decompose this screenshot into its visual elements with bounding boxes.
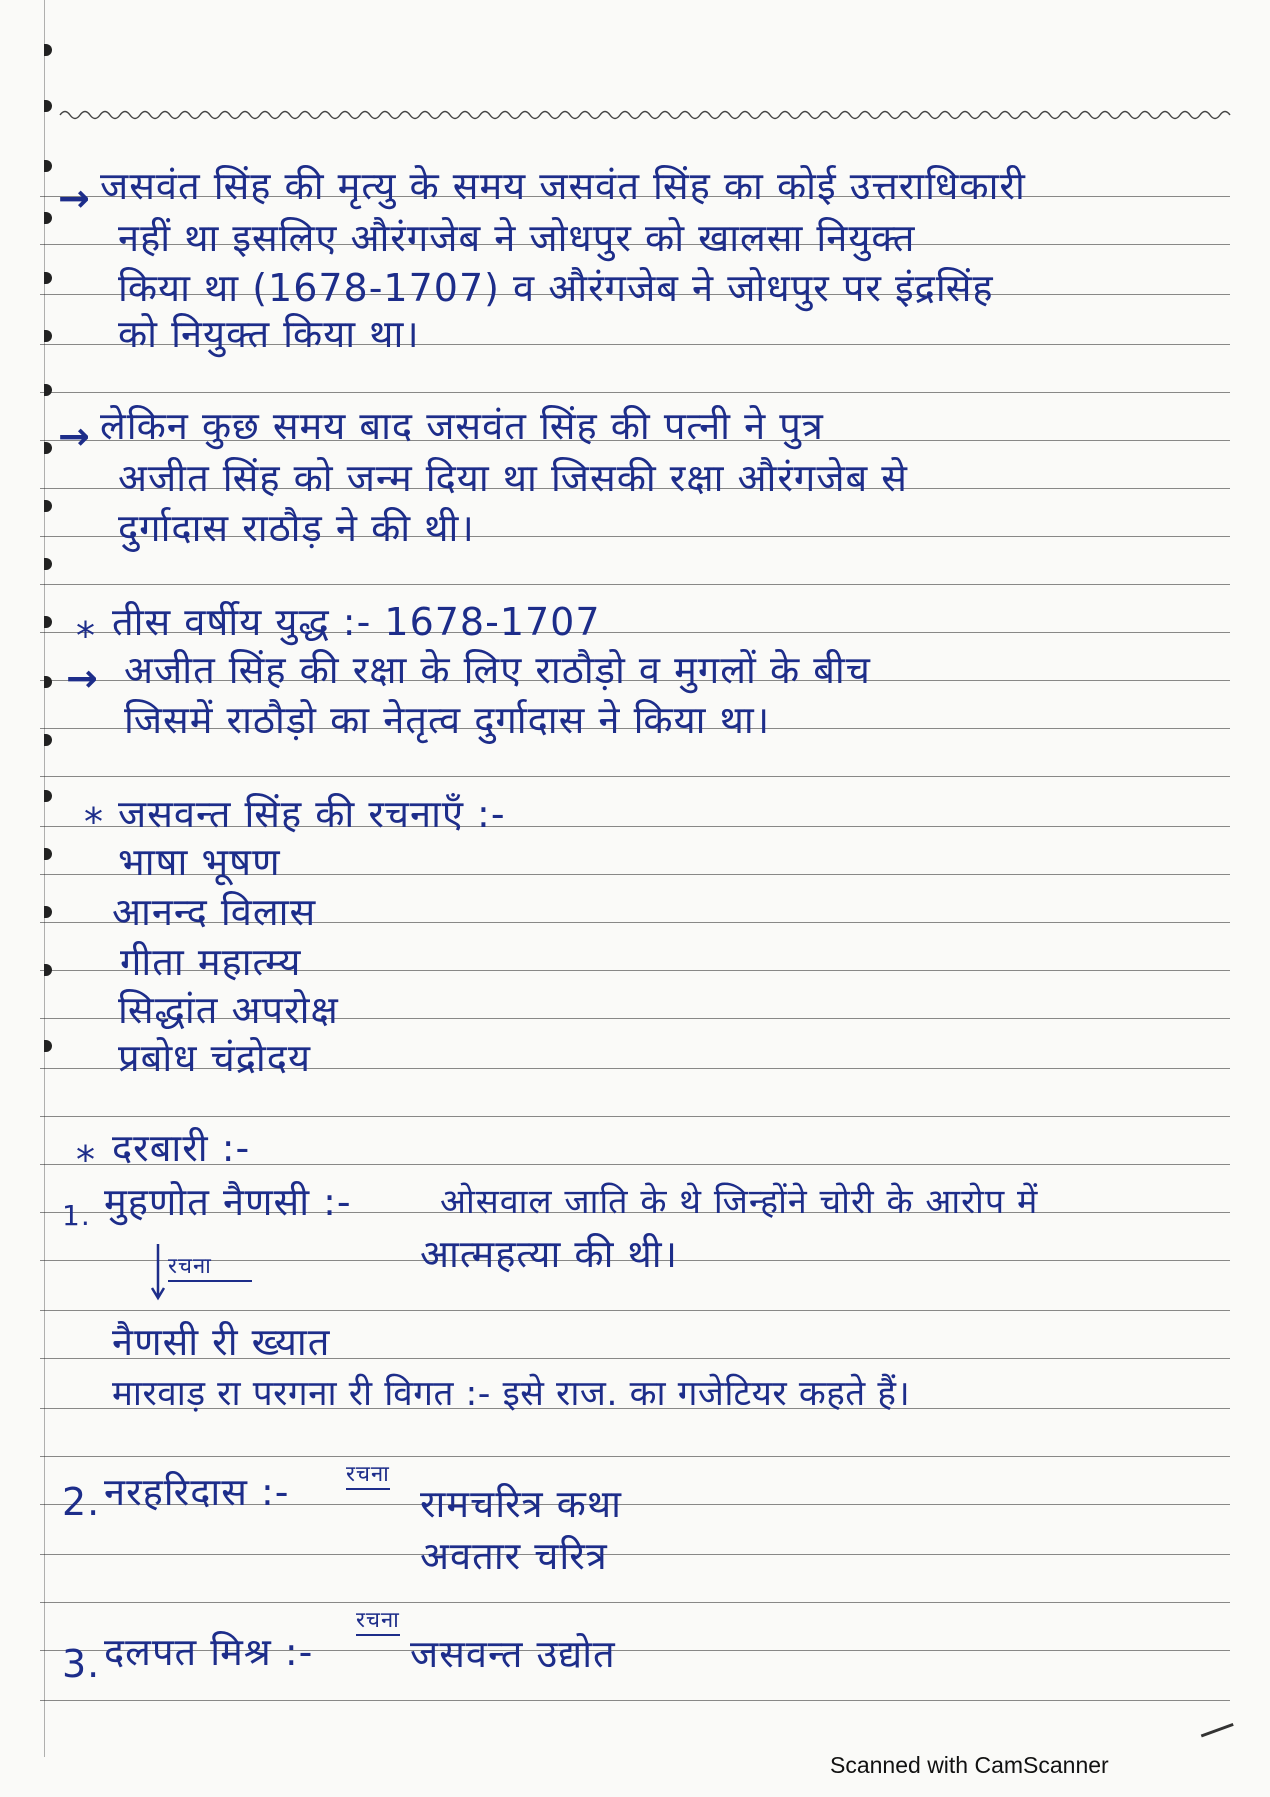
ruled-line	[40, 1310, 1230, 1311]
ruled-line	[40, 1116, 1230, 1117]
work-item: भाषा भूषण	[118, 840, 281, 884]
entry3-name: दलपत मिश्र :-	[104, 1630, 314, 1674]
para2-line-1: लेकिन कुछ समय बाद जसवंत सिंह की पत्नी ने पुत्र	[100, 404, 824, 448]
binder-hole	[44, 848, 52, 860]
para2-line-3: दुर्गादास राठौड़ ने की थी।	[118, 506, 475, 550]
page-corner-mark	[1201, 1723, 1242, 1758]
binder-hole	[44, 1040, 52, 1052]
binder-hole	[44, 790, 52, 802]
entry1-work: मारवाड़ रा परगना री विगत :- इसे राज. का गजेटियर कहते हैं।	[112, 1374, 911, 1414]
binder-hole	[44, 212, 52, 224]
entry2-name: नरहरिदास :-	[104, 1470, 290, 1514]
war-line-2: जिसमें राठौड़ो का नेतृत्व दुर्गादास ने किया था।	[124, 698, 771, 742]
binder-hole	[44, 676, 52, 688]
ruled-line	[40, 1602, 1230, 1603]
war-line-1: अजीत सिंह की रक्षा के लिए राठौड़ो व मुगलों के बीच	[124, 648, 871, 692]
entry1-work: नैणसी री ख्यात	[112, 1320, 331, 1364]
entry2-work: अवतार चरित्र	[420, 1534, 608, 1578]
para1-arrow: →	[58, 176, 91, 220]
para2-arrow: →	[58, 414, 91, 458]
war-arrow: →	[66, 656, 99, 700]
work-item: प्रबोध चंद्रोदय	[118, 1036, 311, 1080]
work-item: गीता महात्म्य	[120, 940, 302, 984]
entry3-rachna-label: रचना	[356, 1608, 400, 1636]
para2-line-2: अजीत सिंह को जन्म दिया था जिसकी रक्षा औरंगजेब से	[118, 456, 908, 500]
para1-line-1: जसवंत सिंह की मृत्यु के समय जसवंत सिंह का कोई उत्तराधिकारी	[100, 164, 1026, 208]
darbari-star: *	[76, 1138, 96, 1182]
ruled-line	[40, 1700, 1230, 1701]
works-heading: जसवन्त सिंह की रचनाएँ :-	[118, 792, 506, 836]
binder-hole	[44, 384, 52, 396]
entry2-number: 2.	[62, 1480, 101, 1524]
top-wavy-divider	[60, 108, 1230, 122]
binder-hole	[44, 442, 52, 454]
binder-hole	[44, 500, 52, 512]
ruled-line	[40, 584, 1230, 585]
binder-hole	[44, 272, 52, 284]
ruled-line	[40, 776, 1230, 777]
entry2-work: रामचरित्र कथा	[420, 1482, 622, 1526]
ruled-line	[40, 392, 1230, 393]
binder-hole	[44, 44, 52, 56]
para1-line-2: नहीं था इसलिए औरंगजेब ने जोधपुर को खालसा नियुक्त	[118, 216, 916, 260]
works-star: *	[84, 800, 104, 844]
binder-hole	[44, 964, 52, 976]
binder-hole	[44, 616, 52, 628]
entry1-desc-line-1: ओसवाल जाति के थे जिन्होंने चोरी के आरोप में	[440, 1182, 1039, 1222]
entry3-number: 3.	[62, 1642, 101, 1686]
entry1-rachna-label: रचना	[168, 1254, 252, 1282]
para1-line-4: को नियुक्त किया था।	[118, 312, 420, 356]
binder-hole	[44, 160, 52, 172]
binder-hole	[44, 558, 52, 570]
entry1-number: 1.	[62, 1199, 91, 1232]
left-margin-line	[44, 0, 45, 1757]
binder-hole	[44, 330, 52, 342]
darbari-heading: दरबारी :-	[112, 1126, 251, 1170]
war-heading: तीस वर्षीय युद्ध :- 1678-1707	[112, 600, 601, 644]
para1-line-3: किया था (1678-1707) व औरंगजेब ने जोधपुर पर इंद्रसिंह	[118, 266, 994, 310]
war-star: *	[76, 614, 96, 658]
binder-hole	[44, 906, 52, 918]
binder-hole	[44, 734, 52, 746]
binder-hole	[44, 100, 52, 112]
scanner-watermark: Scanned with CamScanner	[830, 1752, 1109, 1778]
entry2-rachna-label: रचना	[346, 1462, 390, 1490]
work-item: सिद्धांत अपरोक्ष	[118, 988, 339, 1032]
entry1-name: मुहणोत नैणसी :-	[104, 1180, 352, 1224]
work-item: आनन्द विलास	[112, 890, 317, 934]
ruled-line	[40, 1456, 1230, 1457]
entry3-work: जसवन्त उद्योत	[410, 1632, 616, 1676]
ruled-line	[40, 1554, 1230, 1555]
entry1-desc-line-2: आत्महत्या की थी।	[420, 1232, 679, 1276]
